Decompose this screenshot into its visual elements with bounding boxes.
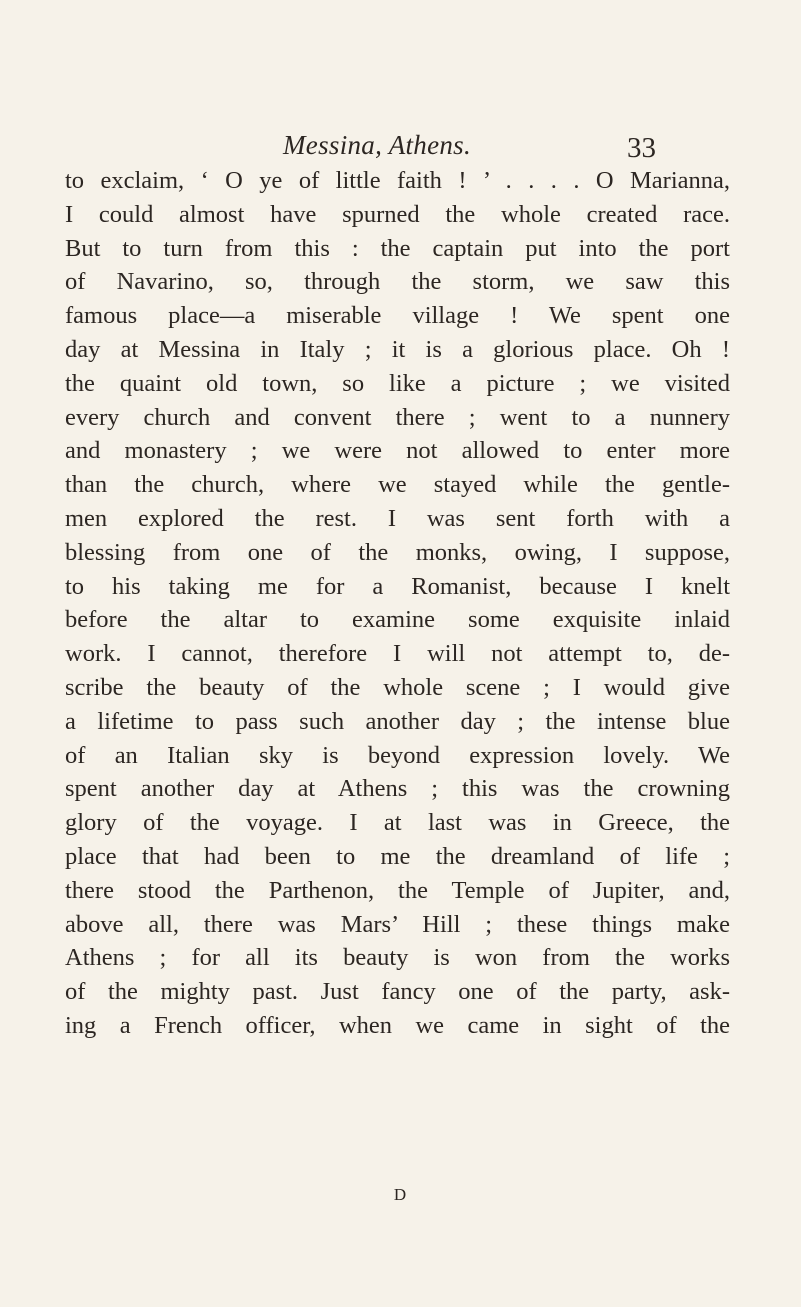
text-line: than the church, where we stayed while the gentle-	[65, 471, 730, 499]
body-text	[65, 164, 730, 1043]
text-line: and monastery ; we were not allowed to enter more	[65, 437, 730, 465]
text-line: of the mighty past. Just fancy one of the party, ask-	[65, 978, 730, 1006]
signature-mark: D	[393, 1185, 408, 1204]
text-line: scribe the beauty of the whole scene ; I would give	[65, 673, 730, 701]
text-line: spent another day at Athens ; this was the crowning	[65, 775, 730, 803]
text-line: I could almost have spurned the whole created race.	[65, 200, 730, 228]
text-line: Athens ; for all its beauty is won from the works	[65, 944, 730, 972]
page-number: 33	[627, 132, 656, 164]
text-line: there stood the Parthenon, the Temple of Jupiter, and,	[65, 876, 730, 904]
text-line: blessing from one of the monks, owing, I suppose,	[65, 538, 730, 566]
text-line: day at Messina in Italy ; it is a glorious place. Oh !	[65, 335, 730, 363]
text-line: of an Italian sky is beyond expression lovely. We	[65, 741, 730, 769]
text-line: of Navarino, so, through the storm, we saw this	[65, 268, 730, 296]
text-line: ing a French officer, when we came in sight of the	[65, 1011, 730, 1039]
text-line: famous place—a miserable village ! We spent one	[65, 302, 730, 330]
text-line: above all, there was Mars’ Hill ; these things make	[65, 910, 730, 938]
text-line: glory of the voyage. I at last was in Greece, the	[65, 809, 730, 837]
text-line: the quaint old town, so like a picture ; we visited	[65, 369, 730, 397]
running-title: Messina, Athens.	[283, 130, 472, 160]
text-line: work. I cannot, therefore I will not attempt to, de-	[65, 640, 730, 668]
text-line: to exclaim, ‘ O ye of little faith ! ’ . . . . O Marianna,	[65, 167, 730, 194]
text-line: to his taking me for a Romanist, because I knelt	[65, 572, 730, 600]
text-line: every church and convent there ; went to a nunnery	[65, 403, 730, 431]
text-line: before the altar to examine some exquisite inlaid	[65, 606, 730, 634]
text-line: a lifetime to pass such another day ; the intense blue	[65, 707, 730, 735]
running-head	[0, 124, 801, 164]
text-line: place that had been to me the dreamland of life ;	[65, 842, 730, 870]
text-line: But to turn from this : the captain put into the port	[65, 234, 730, 262]
text-line: men explored the rest. I was sent forth with a	[65, 504, 730, 532]
